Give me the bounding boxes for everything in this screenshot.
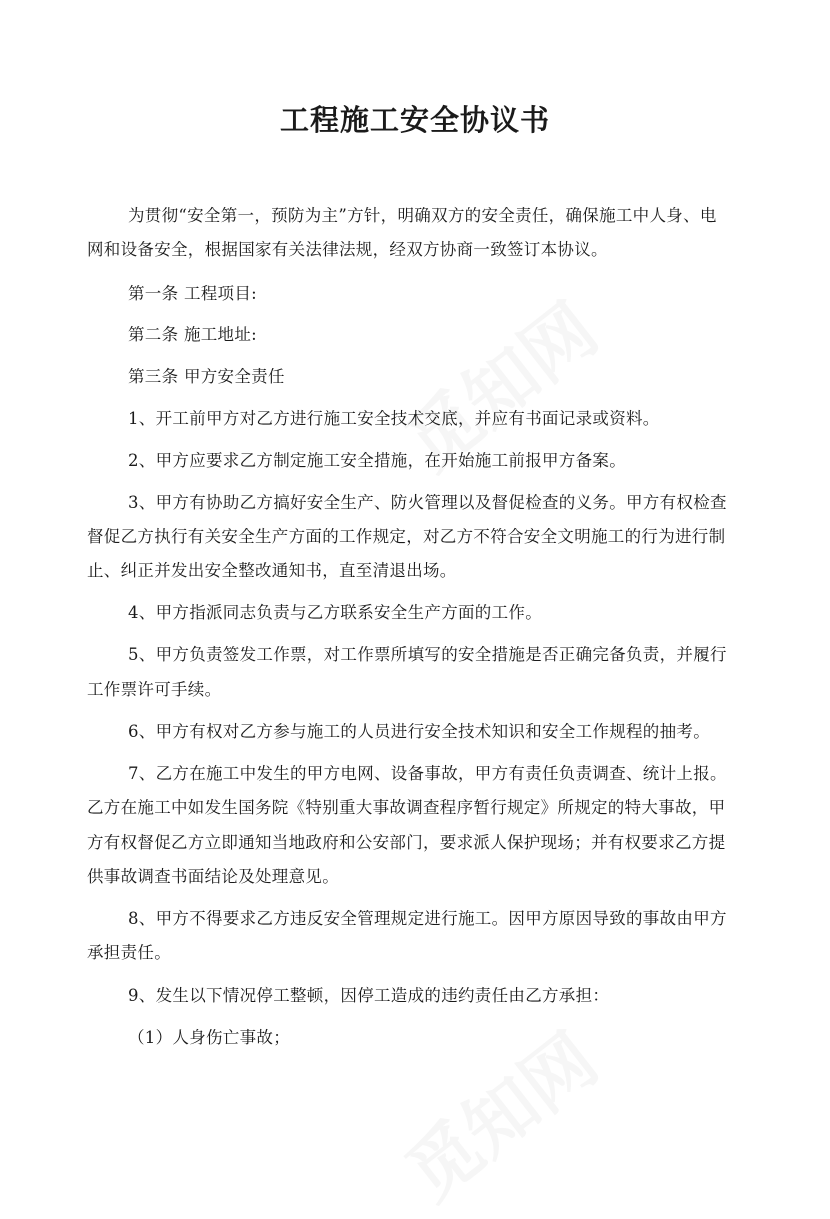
paragraph-line: 止、纠正并发出安全整改通知书，直至清退出场。 xyxy=(87,561,457,580)
paragraph-line: 供事故调查书面结论及处理意见。 xyxy=(87,867,339,886)
paragraph-line: 3、甲方有协助乙方搞好安全生产、防火管理以及督促检查的义务。甲方有权检查 xyxy=(128,493,727,512)
paragraph-line: 督促乙方执行有关安全生产方面的工作规定，对乙方不符合安全文明施工的行为进行制 xyxy=(87,527,726,546)
paragraph-line: 工作票许可手续。 xyxy=(87,680,222,699)
section-heading: 第一条 工程项目: xyxy=(128,284,258,303)
paragraph-line: 1、开工前甲方对乙方进行施工安全技术交底，并应有书面记录或资料。 xyxy=(128,409,660,428)
paragraph-line: 2、甲方应要求乙方制定施工安全措施，在开始施工前报甲方备案。 xyxy=(128,451,626,470)
paragraph-line: 承担责任。 xyxy=(87,943,171,962)
paragraph-line: 6、甲方有权对乙方参与施工的人员进行安全技术知识和安全工作规程的抽考。 xyxy=(128,722,710,741)
paragraph-line: 7、乙方在施工中发生的甲方电网、设备事故，甲方有责任负责调查、统计上报。 xyxy=(128,764,727,783)
paragraph-line: 8、甲方不得要求乙方违反安全管理规定进行施工。因甲方原因导致的事故由甲方 xyxy=(128,909,727,928)
list-item: （1）人身伤亡事故； xyxy=(128,1028,290,1047)
paragraph-line: 网和设备安全，根据国家有关法律法规，经双方协商一致签订本协议。 xyxy=(87,240,608,259)
section-heading: 第三条 甲方安全责任 xyxy=(128,367,285,386)
paragraph-line: 5、甲方负责签发工作票，对工作票所填写的安全措施是否正确完备负责，并履行 xyxy=(128,645,727,664)
paragraph-line: 9、发生以下情况停工整顿，因停工造成的违约责任由乙方承担： xyxy=(128,986,610,1005)
paragraph-line: 乙方在施工中如发生国务院《特别重大事故调查程序暂行规定》所规定的特大事故，甲 xyxy=(87,798,726,817)
paragraph-line: 4、甲方指派同志负责与乙方联系安全生产方面的工作。 xyxy=(128,603,542,622)
section-heading: 第二条 施工地址: xyxy=(128,325,258,344)
paragraph-line: 方有权督促乙方立即通知当地政府和公安部门，要求派人保护现场；并有权要求乙方提 xyxy=(87,833,726,852)
paragraph-line: 为贯彻“安全第一，预防为主”方针，明确双方的安全责任，确保施工中人身、电 xyxy=(128,206,717,225)
document-title: 工程施工安全协议书 xyxy=(279,103,550,137)
